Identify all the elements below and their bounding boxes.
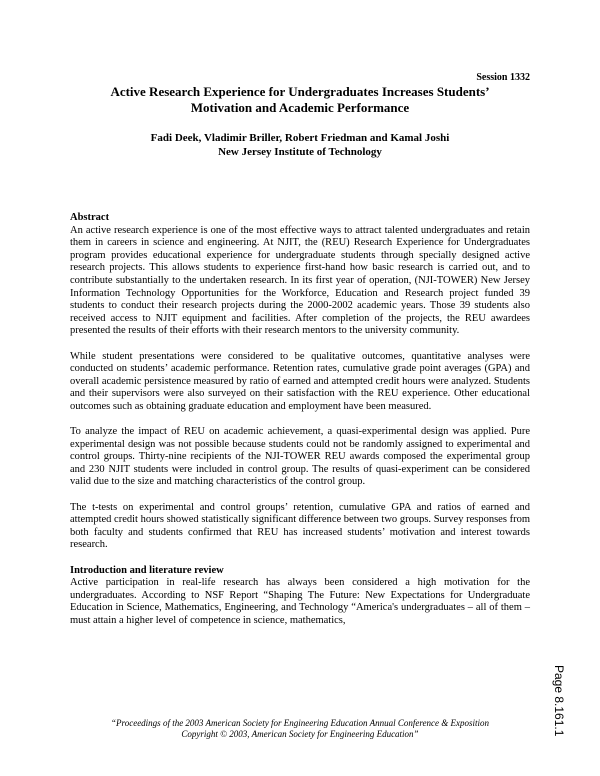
abstract-paragraph-3: To analyze the impact of REU on academic achievement, a quasi-experimental design was applied. Pure experimental design was not possible because students could not be randomly assigned to experimental and control groups. Thirty-nine recipients of the NJI-TOWER REU awards composed the experimental group and 230 NJIT students were included in control group. The results of quasi-experiment can be considered valid due to the size and matching characteristics of the control group.: [70, 426, 530, 488]
paper-title: [70, 84, 530, 116]
footer-line-1: “Proceedings of the 2003 American Society for Engineering Education Annual Conference & Exposition: [111, 718, 489, 728]
footer-line-2: Copyright © 2003, American Society for Engineering Education”: [181, 729, 419, 739]
abstract-paragraph-4: The t-tests on experimental and control groups’ retention, cumulative GPA and ratios of earned and attempted credit hours showed statistically significant difference between two groups. Survey responses from both faculty and students confirmed that REU has increased students’ motivation and interest towards research.: [70, 501, 530, 551]
title-line-2: Motivation and Academic Performance: [190, 100, 410, 115]
intro-paragraph: Active participation in real-life research has always been considered a high motivation for the undergraduates. According to NSF Report “Shaping The Future: New Expectations for Undergraduate Education in Science, Mathematics, Engineering, and Technology “America's undergraduates – all of them – must attain a higher level of competence in science, mathematics,: [70, 577, 530, 626]
page-number: Page 8.161.1: [552, 665, 566, 737]
paper-body: [70, 212, 530, 628]
affiliation: New Jersey Institute of Technology: [218, 146, 382, 158]
abstract-heading: Abstract: [70, 212, 110, 223]
abstract-paragraph-1: An active research experience is one of the most effective ways to attract talented undergraduates and retain them in careers in science and engineering. At NJIT, the (REU) Research Experience for Undergraduates program provides educational experience for undergraduate students through specially designed active research projects. This allows students to experience first-hand how basic research is carried out, and to contribute substantially to the undertaken research. In its first year of operation, (NJI-TOWER) New Jersey Information Technology Opportunities for the Workforce, Education and Research project funded 39 students to conduct their research projects during the 2000-2002 academic years. Those 39 students also received access to NJIT equipment and facilities. After completion of the projects, the REU awardees presented the results of their efforts with their research mentors to the university community.: [70, 224, 530, 337]
intro-heading: Introduction and literature review: [70, 564, 224, 576]
proceedings-footer: [70, 718, 530, 740]
abstract-paragraph-2: While student presentations were considered to be qualitative outcomes, quantitative analyses were conducted on students’ academic performance. Retention rates, cumulative grade point averages (GPA) and overall academic persistence measured by ratio of earned and attempted credit hours were analyzed. Students and their supervisors were also surveyed on their satisfaction with the REU experience. Other educational outcomes such as obtaining graduate education and employment have been measured.: [70, 350, 530, 412]
session-number: Session 1332: [476, 72, 530, 83]
author-block: [70, 131, 530, 159]
title-line-1: Active Research Experience for Undergraduates Increases Students’: [110, 84, 490, 99]
author-names: Fadi Deek, Vladimir Briller, Robert Friedman and Kamal Joshi: [150, 132, 450, 144]
